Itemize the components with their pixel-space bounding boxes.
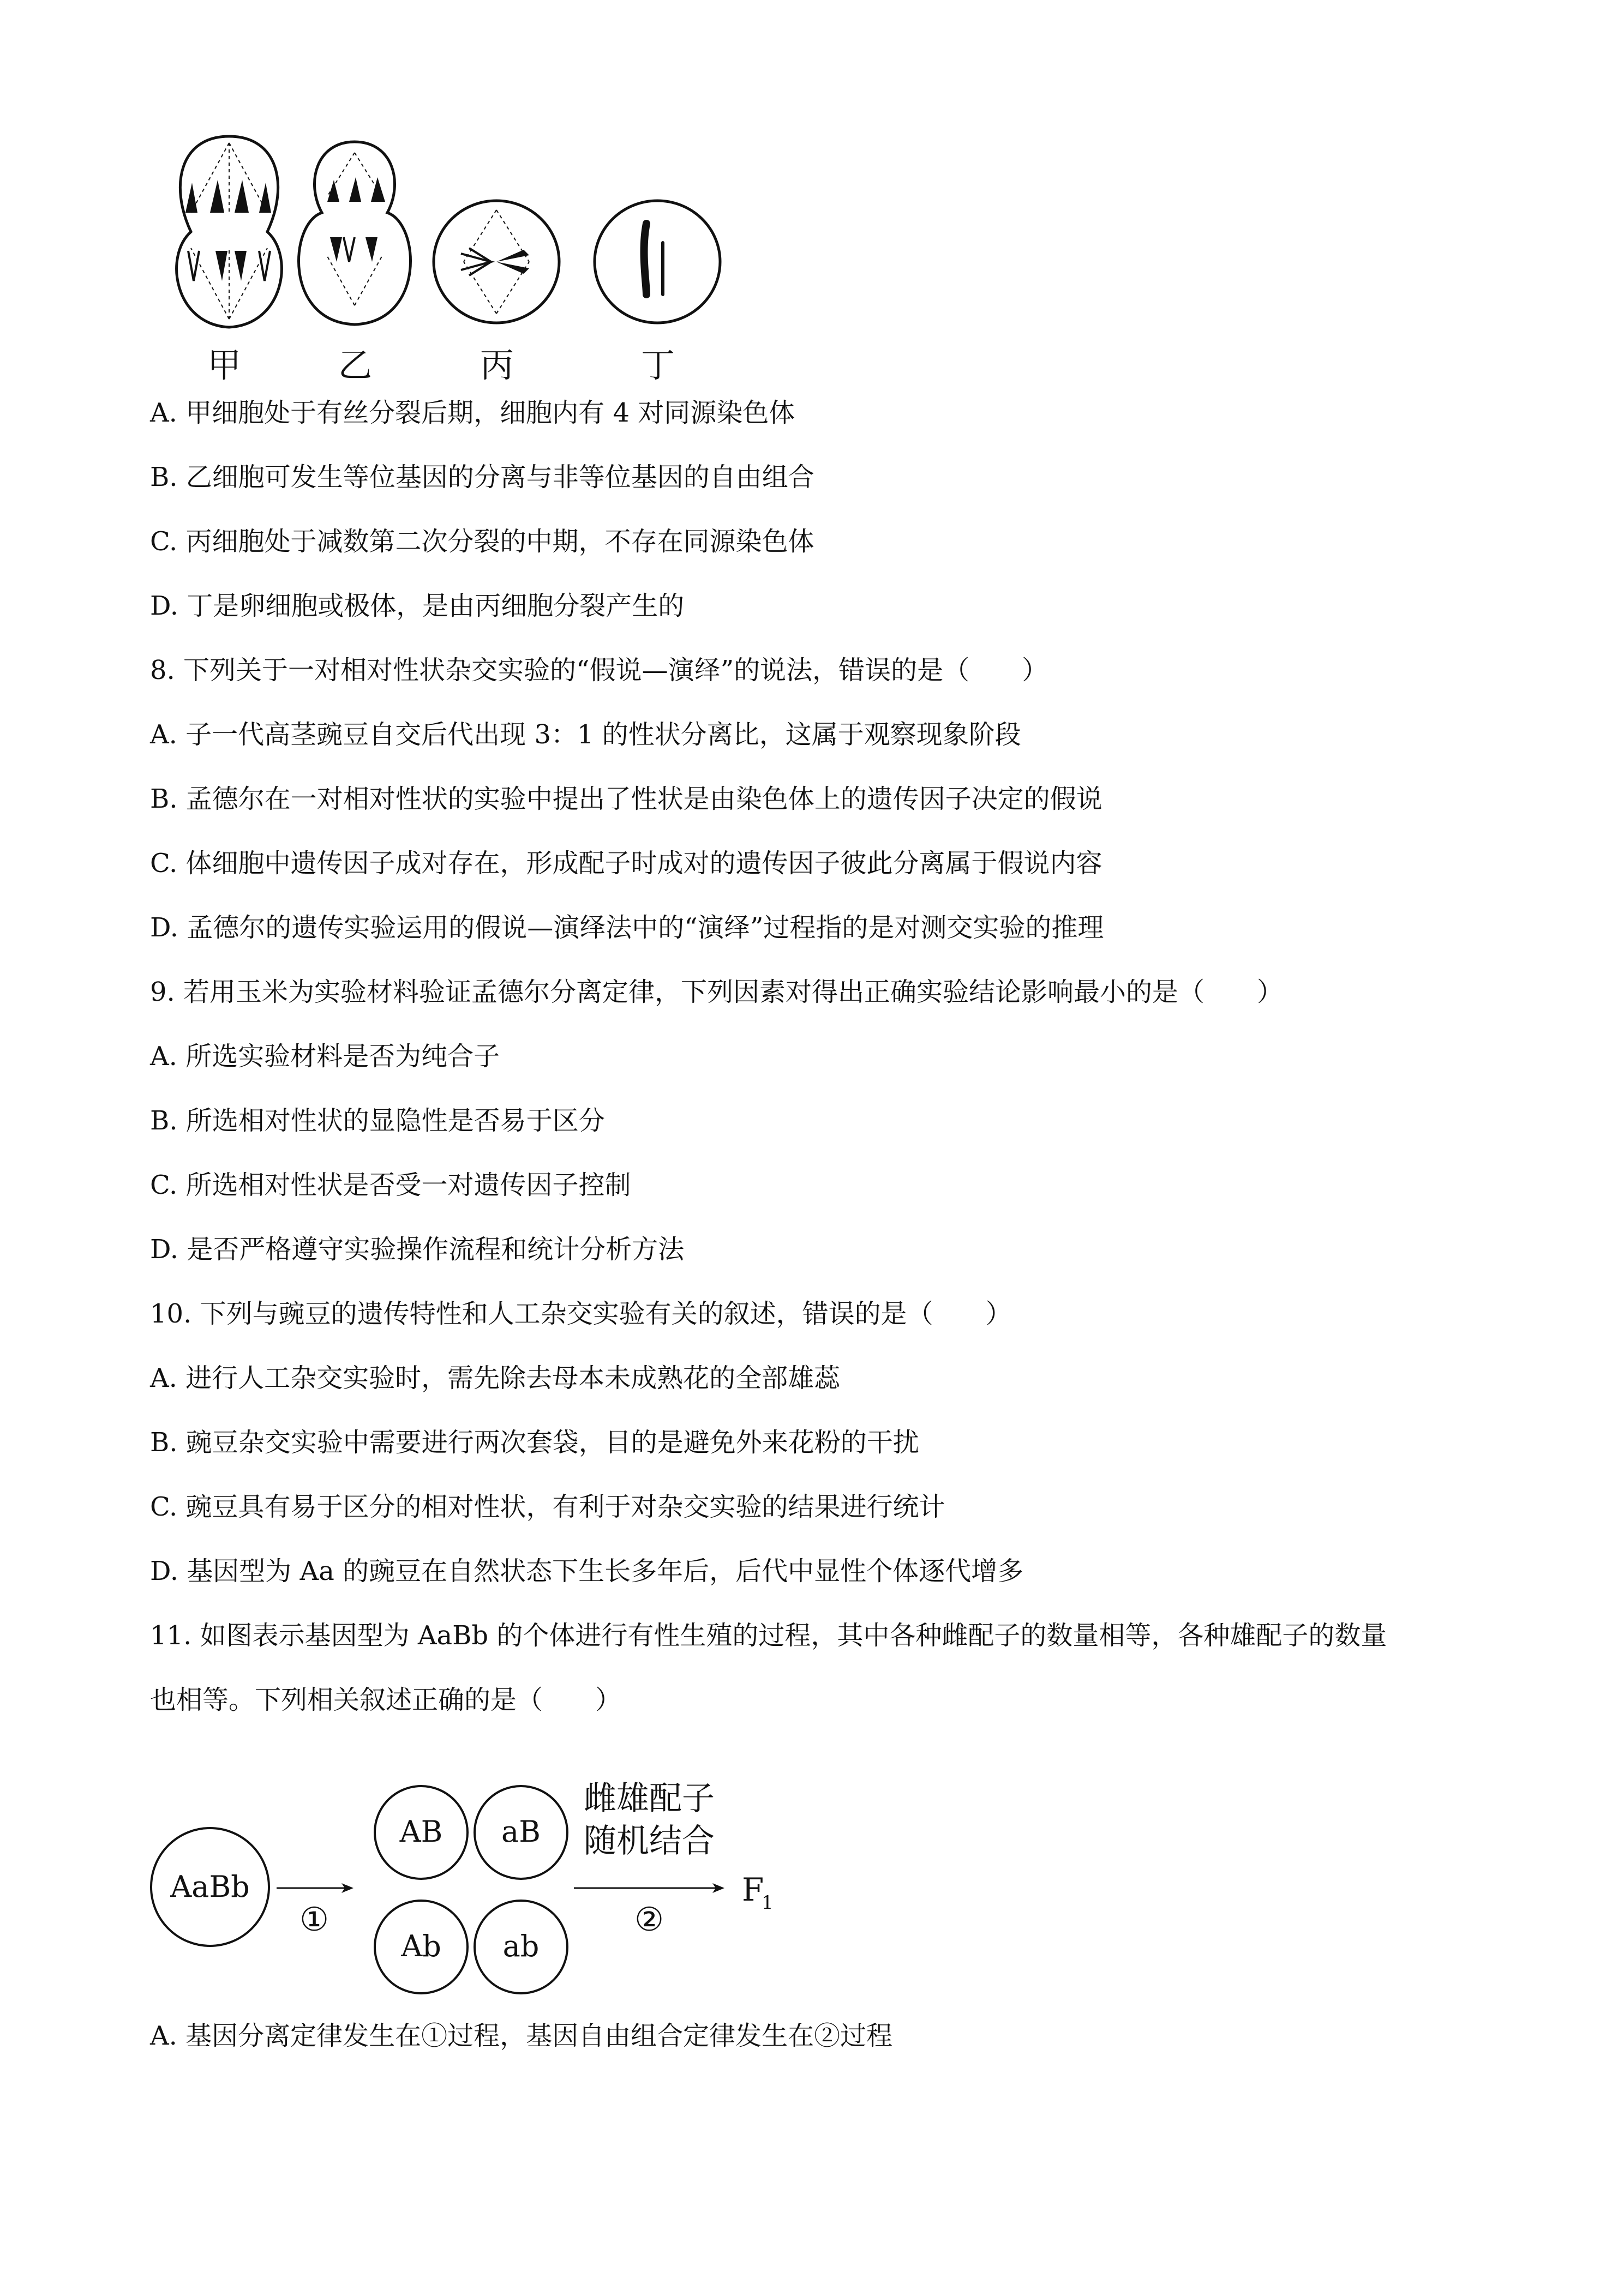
offspring-label: F: [742, 1871, 764, 1908]
gamete-process-figure: [147, 1772, 802, 2002]
q7-option-a: A. 甲细胞处于有丝分裂后期，细胞内有 4 对同源染色体: [150, 398, 795, 428]
q8-stem: 8. 下列关于一对相对性状杂交实验的“假说—演绎”的说法，错误的是（ ）: [150, 655, 1048, 686]
q10-stem: 10. 下列与豌豆的遗传特性和人工杂交实验有关的叙述，错误的是（ ）: [150, 1299, 1012, 1329]
parent-genotype: AaBb: [170, 1870, 250, 1904]
process-label-line1: 雌雄配子: [584, 1780, 715, 1818]
cell-label-yi: 乙: [338, 345, 373, 385]
q8-option-d: D. 孟德尔的遗传实验运用的假说—演绎法中的“演绎”过程指的是对测交实验的推理: [150, 912, 1104, 943]
cell-label-jia: 甲: [207, 345, 242, 385]
q11-stem-line2: 也相等。下列相关叙述正确的是（ ）: [150, 1685, 622, 1715]
q8-option-b: B. 孟德尔在一对相对性状的实验中提出了性状是由染色体上的遗传因子决定的假说: [150, 784, 1102, 814]
q7-option-b: B. 乙细胞可发生等位基因的分离与非等位基因的自由组合: [150, 462, 814, 492]
offspring-subscript: 1: [762, 1892, 774, 1914]
q11-stem-line1: 11. 如图表示基因型为 AaBb 的个体进行有性生殖的过程，其中各种雌配子的数量相等，各种雄配子的数量: [150, 1620, 1387, 1651]
gamete-ab: ab: [502, 1929, 540, 1963]
q9-option-b: B. 所选相对性状的显隐性是否易于区分: [150, 1105, 605, 1136]
step1-label: ①: [299, 1901, 329, 1939]
q10-option-b: B. 豌豆杂交实验中需要进行两次套袋，目的是避免外来花粉的干扰: [150, 1427, 919, 1458]
cell-label-bing: 丙: [480, 345, 514, 385]
q7-option-c: C. 丙细胞处于减数第二次分裂的中期，不存在同源染色体: [150, 526, 814, 557]
q8-option-c: C. 体细胞中遗传因子成对存在，形成配子时成对的遗传因子彼此分离属于假说内容: [150, 848, 1102, 879]
gamete-aB: aB: [501, 1814, 541, 1849]
cell-bing-drawing: [434, 201, 559, 323]
cell-ding-drawing: [595, 201, 720, 323]
cell-jia-drawing: [177, 136, 282, 327]
process-label-line2: 随机结合: [584, 1822, 715, 1860]
step2-label: ②: [634, 1901, 664, 1939]
q9-stem: 9. 若用玉米为实验材料验证孟德尔分离定律，下列因素对得出正确实验结论影响最小的是（ ）: [150, 977, 1284, 1007]
q10-option-d: D. 基因型为 Aa 的豌豆在自然状态下生长多年后，后代中显性个体逐代增多: [150, 1556, 1024, 1586]
q10-option-a: A. 进行人工杂交实验时，需先除去母本未成熟花的全部雄蕊: [150, 1363, 841, 1393]
cell-label-ding: 丁: [641, 345, 675, 385]
q8-option-a: A. 子一代高茎豌豆自交后代出现 3：1 的性状分离比，这属于观察现象阶段: [150, 719, 1021, 750]
q11-option-a: A. 基因分离定律发生在①过程，基因自由组合定律发生在②过程: [150, 2021, 893, 2051]
cell-yi-drawing: [298, 142, 410, 324]
q9-option-a: A. 所选实验材料是否为纯合子: [150, 1041, 500, 1072]
gamete-Ab: Ab: [401, 1929, 441, 1963]
q9-option-d: D. 是否严格遵守实验操作流程和统计分析方法: [150, 1234, 685, 1265]
q10-option-c: C. 豌豆具有易于区分的相对性状，有利于对杂交实验的结果进行统计: [150, 1492, 945, 1522]
q7-option-d: D. 丁是卵细胞或极体，是由丙细胞分裂产生的: [150, 591, 685, 621]
q9-option-c: C. 所选相对性状是否受一对遗传因子控制: [150, 1170, 631, 1200]
gamete-AB: AB: [399, 1814, 443, 1849]
